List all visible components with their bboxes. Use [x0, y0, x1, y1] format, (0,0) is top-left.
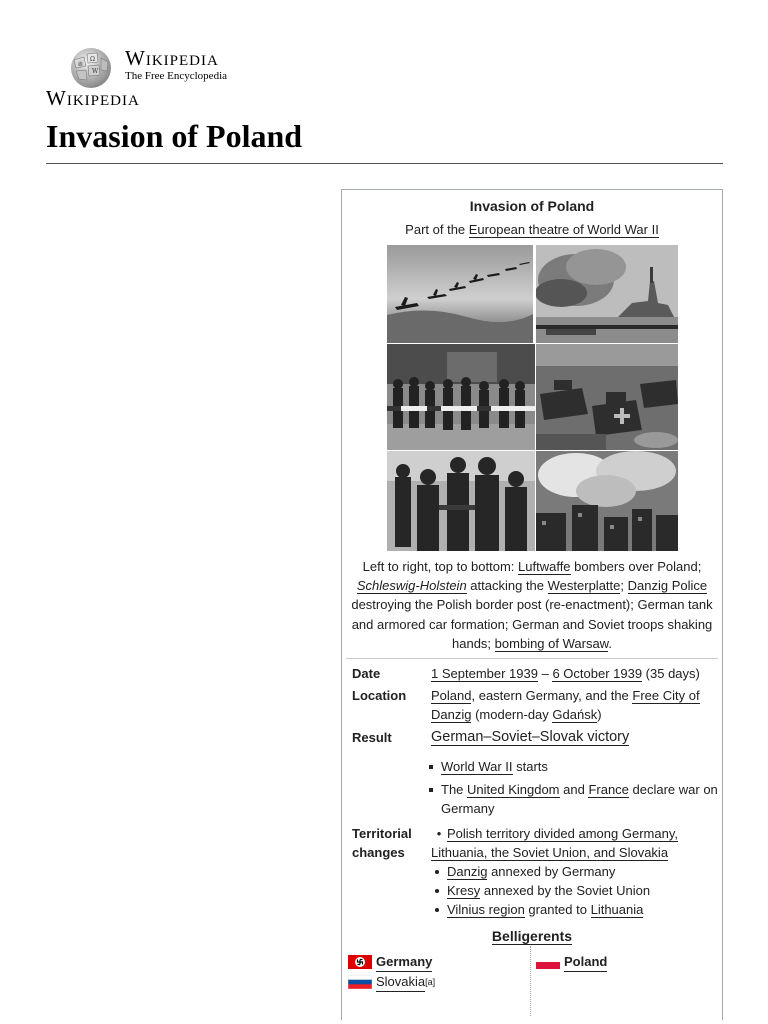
list-item: [425, 900, 718, 919]
territorial-text: granted to: [524, 902, 591, 918]
date-start-link[interactable]: 1 September 1939: [431, 666, 538, 682]
row-territorial-changes: [342, 824, 722, 919]
caption-link-luftwaffe[interactable]: Luftwaffe: [518, 559, 571, 574]
infobox: [341, 189, 723, 1020]
row-location: [342, 686, 722, 724]
nazi-germany-flag-icon: [348, 955, 372, 969]
infobox-title: Invasion of Poland: [469, 198, 595, 214]
label-part: Territorial: [352, 826, 412, 842]
list-item: [419, 780, 718, 818]
location-link-free-city-of-danzig[interactable]: Free City of Danzig: [431, 688, 700, 723]
caption-text: attacking the: [466, 578, 548, 594]
photo-danzig-police[interactable]: [387, 344, 535, 450]
date-duration: (35 days): [642, 666, 700, 682]
result-text: starts: [512, 759, 548, 775]
territorial-text: annexed by Germany: [487, 864, 616, 880]
poland-flag-icon: [536, 955, 560, 969]
link-united-kingdom[interactable]: United Kingdom: [467, 782, 560, 798]
link-lithuania[interactable]: Lithuania: [590, 902, 644, 918]
list-item: [425, 862, 718, 881]
svg-text:維: 維: [78, 62, 84, 68]
result-consequences-list: [419, 757, 718, 818]
value-location: [431, 686, 718, 724]
belligerent-slovakia: [348, 972, 435, 992]
caption-link-danzig-police[interactable]: Danzig Police: [627, 578, 708, 594]
list-item: [419, 757, 718, 776]
caption-text: Left to right, top to bottom:: [362, 559, 519, 574]
link-kresy[interactable]: Kresy: [447, 883, 481, 899]
photo-schleswig-holstein[interactable]: [536, 245, 678, 343]
value-territorial-changes: [431, 824, 718, 919]
montage-caption: [342, 551, 722, 657]
part-of-prefix: Part of the: [405, 222, 469, 237]
title-divider: [46, 163, 723, 164]
value-date: [431, 664, 718, 683]
belligerents-heading[interactable]: [342, 927, 722, 946]
location-text: (modern-day: [471, 707, 553, 723]
belligerents-columns: [342, 946, 722, 1016]
caption-link-schleswig-holstein[interactable]: Schleswig-Holstein: [356, 578, 467, 594]
list-item: [425, 881, 718, 900]
photo-troops-handshake[interactable]: [387, 451, 535, 551]
label-result: Result: [352, 730, 392, 746]
territorial-item: [431, 824, 718, 862]
belligerents-heading-text: Belligerents: [491, 928, 573, 945]
location-text: ): [597, 707, 602, 723]
photo-tank-formation[interactable]: [536, 344, 678, 450]
wordmark[interactable]: [125, 46, 219, 71]
link-vilnius-region[interactable]: Vilnius region: [447, 902, 525, 918]
tagline: The Free Encyclopedia: [125, 70, 228, 82]
link-slovakia[interactable]: Slovakia: [376, 972, 425, 992]
belligerent-poland: [536, 952, 607, 972]
caption-link-bombing-of-warsaw[interactable]: bombing of Warsaw: [494, 635, 609, 651]
wikipedia-globe-icon[interactable]: [66, 44, 116, 90]
label-date: Date: [352, 666, 381, 682]
location-link-gdansk[interactable]: Gdańsk: [552, 707, 598, 723]
link-france[interactable]: France: [588, 782, 629, 798]
caption-text: ;: [620, 578, 628, 594]
caption-link-westerplatte[interactable]: Westerplatte: [547, 578, 621, 594]
link-poland[interactable]: Poland: [564, 952, 607, 972]
infobox-divider: [346, 658, 718, 659]
result-text: declare war on Germany: [441, 782, 718, 817]
date-end-link[interactable]: 6 October 1939: [552, 666, 643, 682]
row-date: [342, 664, 722, 683]
caption-text: bombers over Poland;: [570, 559, 702, 574]
location-text: , eastern Germany, and the: [471, 688, 633, 704]
column-divider: [530, 946, 531, 1016]
slovakia-flag-icon: [348, 975, 372, 989]
result-text: and: [559, 782, 589, 798]
wordmark-secondary[interactable]: [46, 86, 140, 111]
label-part: changes: [352, 845, 405, 861]
date-dash: –: [537, 666, 553, 682]
caption-text: .: [608, 635, 612, 651]
infobox-part-of: [342, 220, 722, 239]
photo-luftwaffe-bombers[interactable]: [387, 245, 535, 343]
page-title: Invasion of Poland: [46, 118, 303, 154]
label-territorial-changes: [346, 824, 431, 919]
link-danzig[interactable]: Danzig: [447, 864, 488, 880]
site-header: [46, 40, 726, 110]
wordmark-secondary-text: Wikipedia: [46, 86, 140, 110]
territorial-changes-list: [425, 862, 718, 919]
svg-text:W: W: [92, 68, 99, 75]
value-result: [431, 728, 718, 818]
result-text: The: [441, 782, 468, 798]
result-main-link[interactable]: German–Soviet–Slovak victory: [431, 729, 630, 746]
location-link-poland[interactable]: Poland: [431, 688, 472, 704]
link-polish-territory-divided[interactable]: Polish territory divided among Germany, Lithuania, the Soviet Union, and Slovakia: [431, 826, 678, 861]
belligerent-germany: [348, 952, 432, 972]
territorial-text: annexed by the Soviet Union: [480, 883, 651, 899]
footnote-a[interactable]: [a]: [425, 976, 436, 987]
wordmark-text: Wikipedia: [125, 46, 219, 70]
caption-text: destroying the Polish border post (re-enactment); German tank and armored car formation; German and Soviet troops shaking hands;: [351, 597, 713, 651]
link-germany[interactable]: Germany: [376, 952, 432, 972]
svg-text:Ω: Ω: [90, 56, 95, 63]
row-result: [342, 728, 722, 818]
photo-bombing-of-warsaw[interactable]: [536, 451, 678, 551]
link-world-war-ii[interactable]: World War II: [441, 759, 513, 775]
bullet-icon: •: [436, 826, 442, 842]
label-location: Location: [352, 688, 407, 704]
photo-montage[interactable]: [387, 245, 678, 551]
part-of-link[interactable]: European theatre of World War II: [468, 222, 659, 237]
